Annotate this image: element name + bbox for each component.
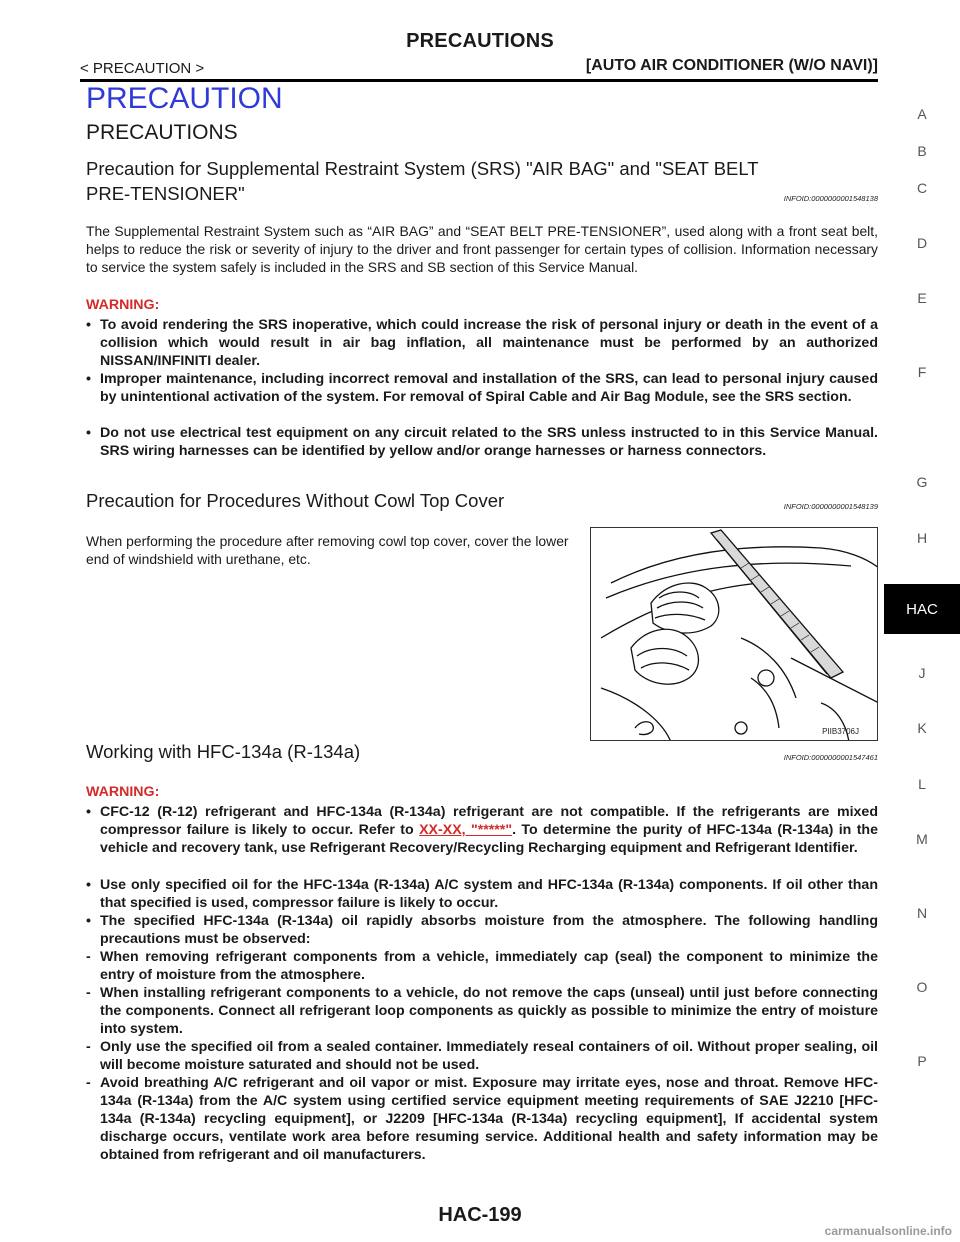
cowl-heading: Precaution for Procedures Without Cowl Top Cover — [86, 490, 505, 511]
section-title: PRECAUTION — [86, 82, 283, 115]
tab-p[interactable]: P — [917, 1053, 927, 1069]
page-number: HAC-199 — [438, 1204, 522, 1226]
cowl-text: When performing the procedure after removing cowl top cover, cover the lower end of windshield with urethane, etc. — [86, 533, 569, 567]
hfc-warning-bullet-3: • The specified HFC-134a (R-134a) oil rapidly absorbs moisture from the atmosphere. The following handling precautions must be observed: — [86, 913, 878, 947]
cowl-illustration — [590, 527, 878, 741]
tab-n[interactable]: N — [916, 905, 928, 921]
tab-k[interactable]: K — [917, 720, 927, 736]
tab-hac-active[interactable]: HAC — [884, 584, 960, 634]
tab-a[interactable]: A — [917, 106, 927, 122]
header-section-label: < PRECAUTION > — [80, 60, 205, 77]
site-watermark: carmanualsonline.info — [824, 1224, 952, 1238]
tab-d[interactable]: D — [916, 235, 928, 251]
hfc-dash-item-3: - Only use the specified oil from a sealed container. Immediately reseal containers of oil. Without proper sealing, oil will become moisture saturated and should not be used. — [86, 1039, 878, 1073]
srs-warning-bullet-3: • Do not use electrical test equipment on any circuit related to the SRS unless instructed to in this Service Manual. SRS wiring harnesses can be identified by yellow and/or orange harnesses or harness connectors. — [86, 425, 878, 459]
srs-heading-line1: Precaution for Supplemental Restraint System (SRS) "AIR BAG" and "SEAT BELT — [86, 158, 759, 179]
tab-j[interactable]: J — [918, 665, 926, 681]
hfc-heading: Working with HFC-134a (R-134a) — [86, 741, 361, 762]
windshield-urethane-drawing — [591, 528, 878, 741]
srs-intro-text: The Supplemental Restraint System such as “AIR BAG” and “SEAT BELT PRE-TENSIONER”, used along with a front seat belt, helps to reduce the risk or severity of injury to the driver and front passenger for certain types of collision. Information necessary to service the system safely is included in the SRS and SB section of this Service Manual. — [86, 223, 878, 275]
tab-o[interactable]: O — [916, 979, 928, 995]
srs-warning-bullet-2: • Improper maintenance, including incorrect removal and installation of the SRS, can lead to personal injury caused by unintentional activation of the system. For removal of Spiral Cable and Air Bag Module, see the SRS section. — [86, 371, 878, 405]
srs-warning-bullet-1-text: To avoid rendering the SRS inoperative, which could increase the risk of personal injury or death in the event of a collision which would result in air bag inflation, all maintenance must be performed by an authorized NISSAN/INFINITI dealer. — [100, 317, 878, 369]
hfc-warning-bullet-1-pre: CFC-12 (R-12) refrigerant and HFC-134a (R-134a) refrigerant are not compatible. If the refrigerants are mixed compressor failure is likely to occur. Refer to — [100, 804, 878, 838]
tab-b[interactable]: B — [917, 143, 927, 159]
hfc-info-id: INFOID:0000000001547461 — [783, 753, 878, 762]
cross-reference-link[interactable]: XX-XX, "*****" — [419, 822, 513, 838]
subsection-title: PRECAUTIONS — [86, 121, 238, 144]
hfc-warning-label: WARNING: — [86, 784, 160, 800]
srs-warning-label: WARNING: — [86, 297, 160, 313]
srs-info-id: INFOID:0000000001548138 — [783, 194, 878, 203]
tab-l[interactable]: L — [918, 776, 926, 792]
srs-warning-bullet-2-text: Improper maintenance, including incorrect removal and installation of the SRS, can lead to personal injury caused by unintentional activation of the system. For removal of Spiral Cable and Air Bag Module, see the SRS section. — [100, 371, 878, 405]
hfc-dash-item-1-text: When removing refrigerant components from a vehicle, immediately cap (seal) the component to minimize the entry of moisture from the atmosphere. — [100, 949, 878, 983]
hfc-warning-bullet-3-text: The specified HFC-134a (R-134a) oil rapidly absorbs moisture from the atmosphere. The following handling precautions must be observed: — [100, 913, 878, 947]
tab-f[interactable]: F — [917, 364, 927, 380]
srs-warning-bullet-1: • To avoid rendering the SRS inoperative, which could increase the risk of personal injury or death in the event of a collision which would result in air bag inflation, all maintenance must be performed by an authorized NISSAN/INFINITI dealer. — [86, 317, 878, 369]
hfc-dash-item-3-text: Only use the specified oil from a sealed container. Immediately reseal containers of oil. Without proper sealing, oil will become moisture saturated and should not be used. — [100, 1039, 878, 1073]
running-header-title: PRECAUTIONS — [406, 30, 554, 52]
tab-g[interactable]: G — [916, 474, 928, 490]
hfc-warning-bullet-1-post: . To determine the purity of HFC-134a (R-134a) in the vehicle and recovery tank, use Refrigerant Recovery/Recycling Recharging equipment and Refrigerant Identifier. — [100, 822, 878, 856]
tab-h[interactable]: H — [916, 530, 928, 546]
tab-e[interactable]: E — [917, 290, 927, 306]
header-system-label: [AUTO AIR CONDITIONER (W/O NAVI)] — [585, 57, 878, 74]
hfc-warning-bullet-2: • Use only specified oil for the HFC-134a (R-134a) A/C system and HFC-134a (R-134a) components. If oil other than that specified is used, compressor failure is likely to occur. — [86, 877, 878, 911]
hfc-dash-item-2: - When installing refrigerant components to a vehicle, do not remove the caps (unseal) until just before connecting the components. Connect all refrigerant loop components as quickly as possible to minimize the entry of moisture into system. — [86, 985, 878, 1037]
tab-c[interactable]: C — [916, 180, 928, 196]
hfc-warning-bullet-1: • CFC-12 (R-12) refrigerant and HFC-134a (R-134a) refrigerant are not compatible. If the refrigerants are mixed compressor failure is likely to occur. Refer to XX-XX, "*****". To determine the purity of HFC-134a (R-134a) in the vehicle and recovery tank, use Refrigerant Recovery/Recycling Recharging equipment and Refrigerant Identifier. — [86, 804, 878, 856]
figure-code: PIIB3706J — [822, 727, 859, 736]
tab-m[interactable]: M — [916, 831, 928, 847]
hfc-dash-item-4: - Avoid breathing A/C refrigerant and oil vapor or mist. Exposure may irritate eyes, nose and throat. Remove HFC-134a (R-134a) from the A/C system using certified service equipment meeting requirements of SAE J2210 [HFC-134a (R-134a) recycling equipment], or J2209 [HFC-134a (R-134a) recycling equipment], If accidental system discharge occurs, ventilate work area before resuming service. Additional health and safety information may be obtained from refrigerant and oil manufacturers. — [86, 1075, 878, 1163]
hfc-dash-item-1: - When removing refrigerant components from a vehicle, immediately cap (seal) the component to minimize the entry of moisture from the atmosphere. — [86, 949, 878, 983]
hfc-dash-item-4-text: Avoid breathing A/C refrigerant and oil vapor or mist. Exposure may irritate eyes, nose and throat. Remove HFC-134a (R-134a) from the A/C system using certified service equipment meeting requirements of SAE J2210 [HFC-134a (R-134a) recycling equipment], or J2209 [HFC-134a (R-134a) recycling equipment], If accidental system discharge occurs, ventilate work area before resuming service. Additional health and safety information may be obtained from refrigerant and oil manufacturers. — [100, 1075, 878, 1163]
cowl-info-id: INFOID:0000000001548139 — [783, 502, 878, 511]
srs-heading-line2: PRE-TENSIONER" — [86, 183, 245, 204]
srs-warning-bullet-3-text: Do not use electrical test equipment on any circuit related to the SRS unless instructed to in this Service Manual. SRS wiring harnesses can be identified by yellow and/or orange harnesses or harness connectors. — [100, 425, 878, 459]
hfc-dash-item-2-text: When installing refrigerant components to a vehicle, do not remove the caps (unseal) until just before connecting the components. Connect all refrigerant loop components as quickly as possible to minimize the entry of moisture into system. — [100, 985, 878, 1037]
hfc-warning-bullet-2-text: Use only specified oil for the HFC-134a (R-134a) A/C system and HFC-134a (R-134a) components. If oil other than that specified is used, compressor failure is likely to occur. — [100, 877, 878, 911]
